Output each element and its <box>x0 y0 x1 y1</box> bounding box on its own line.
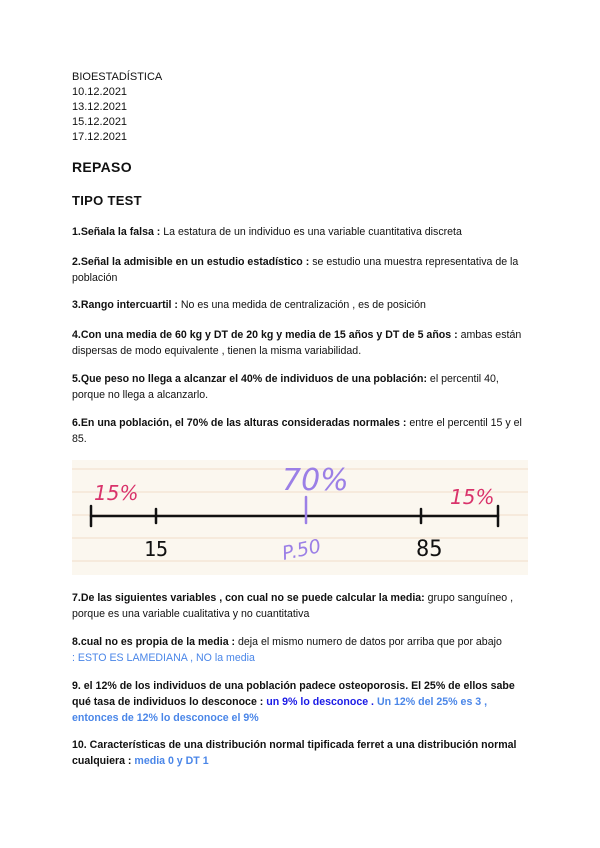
question-10 <box>72 737 532 769</box>
answer-text: media 0 y DT 1 <box>131 755 209 767</box>
date-line: 13.12.2021 <box>72 101 128 113</box>
answer-text: entre el percentil 15 y el 85. <box>72 417 522 445</box>
question-text: 7.De las siguientes variables , con cual no se puede calcular la media: <box>72 592 425 604</box>
question-7 <box>72 590 532 622</box>
subject-title: BIOESTADÍSTICA <box>72 71 163 83</box>
left-percent: 15% <box>94 481 139 505</box>
page-title: REPASO <box>72 159 132 175</box>
annotation-text: : ESTO ES LAMEDIANA , NO la media <box>72 652 255 664</box>
question-text: 5.Que peso no llega a alcanzar el 40% de individuos de una población: <box>72 373 427 385</box>
center-percent: 70% <box>282 463 349 498</box>
date-line: 10.12.2021 <box>72 86 128 98</box>
question-8 <box>72 634 532 666</box>
answer-text: el percentil 40, porque no llega a alcanzarlo. <box>72 373 499 401</box>
center-label: P.50 <box>280 535 323 565</box>
question-text: 1.Señala la falsa : <box>72 226 161 238</box>
answer-text: grupo sanguíneo , porque es una variable cualitativa y no cuantitativa <box>72 592 514 620</box>
question-text: 10. Características de una distribución normal tipificada ferret a una distribución normal cualquiera : <box>72 739 517 767</box>
answer-text: se estudio una muestra representativa de la población <box>72 256 519 284</box>
answer-text: deja el mismo numero de datos por arriba que por abajo <box>235 636 502 648</box>
question-6 <box>72 415 532 447</box>
question-2 <box>72 254 532 286</box>
question-text: 3.Rango intercuartil : <box>72 299 178 311</box>
answer-text: No es una medida de centralización , es de posición <box>177 299 426 311</box>
question-9 <box>72 678 532 726</box>
date-line: 15.12.2021 <box>72 116 128 128</box>
answer-text: un 9% lo desconoce . <box>263 696 374 708</box>
handwritten-sketch <box>72 460 528 575</box>
question-text: 8.cual no es propia de la media : <box>72 636 236 648</box>
section-heading: TIPO TEST <box>72 193 142 208</box>
question-4 <box>72 327 532 359</box>
answer-text: La estatura de un individuo es una variable cuantitativa discreta <box>160 226 462 238</box>
answer-text: ambas están dispersas de modo equivalente , tienen la misma variabilidad. <box>72 329 522 357</box>
left-label: 15 <box>144 537 169 561</box>
question-1 <box>72 224 532 240</box>
question-text: 9. el 12% de los individuos de una población padece osteoporosis. El 25% de ellos sabe qué tasa de individuos lo desconoce : <box>72 680 515 708</box>
date-line: 17.12.2021 <box>72 131 128 143</box>
question-5 <box>72 371 532 403</box>
question-text: 6.En una población, el 70% de las alturas consideradas normales : <box>72 417 407 429</box>
question-3 <box>72 297 532 313</box>
question-text: 4.Con una media de 60 kg y DT de 20 kg y media de 15 años y DT de 5 años : <box>72 329 458 341</box>
document-header <box>72 70 162 145</box>
right-label: 85 <box>416 537 443 562</box>
question-text: 2.Señal la admisible en un estudio estadístico : <box>72 256 310 268</box>
explanation-text: Un 12% del 25% es 3 , entonces de 12% lo desconoce el 9% <box>72 696 488 724</box>
right-percent: 15% <box>450 485 495 509</box>
